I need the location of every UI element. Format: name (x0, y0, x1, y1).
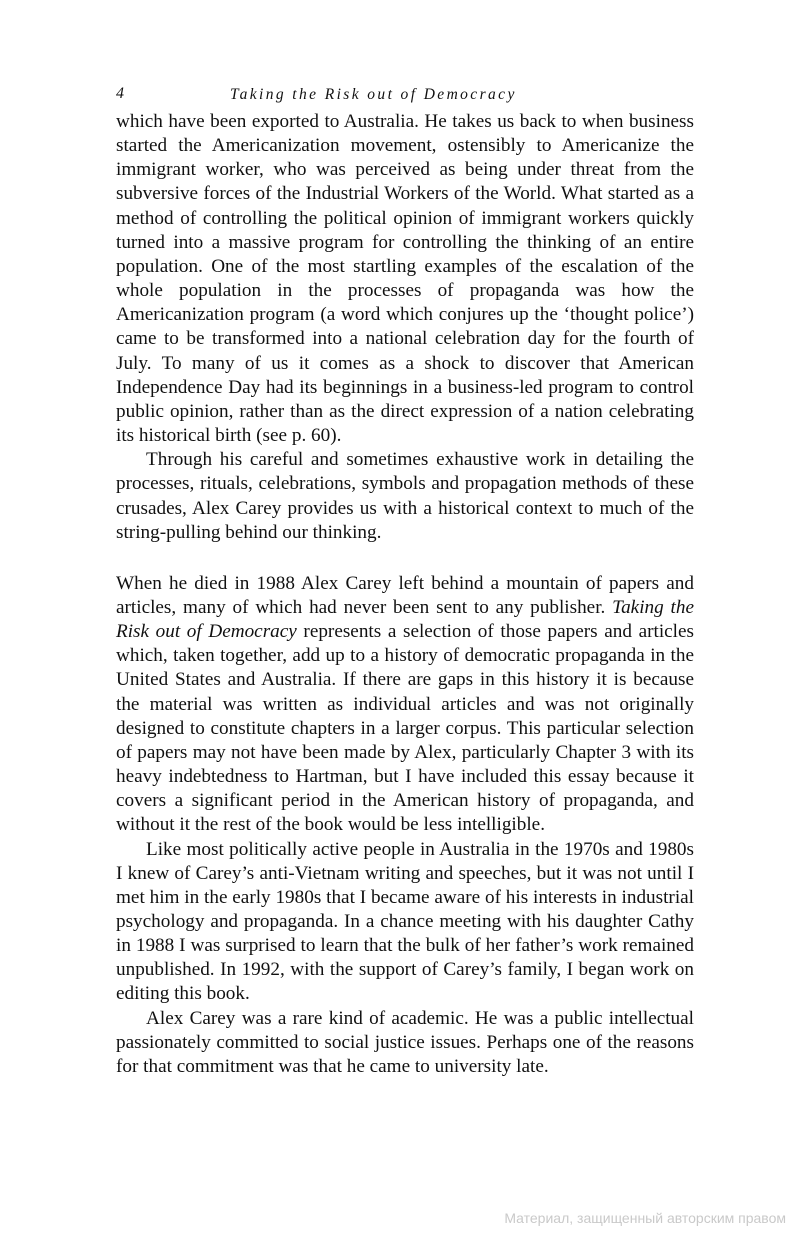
paragraph-3 (116, 572, 694, 838)
paragraph-2: Through his careful and sometimes exhaustive work in detailing the processes, rituals, celebrations, symbols and propagation methods of these crusades, Alex Carey provides us with a historical context to much of the string-pulling behind our thinking. (116, 449, 694, 543)
page-header (116, 82, 694, 110)
paragraph-5: Alex Carey was a rare kind of academic. He was a public intellectual passionately committed to social justice issues. Perhaps one of the reasons for that commitment was that he came to university late. (116, 1007, 694, 1077)
running-title: Taking the Risk out of Democracy (230, 86, 517, 103)
section-break (116, 545, 694, 572)
page-number: 4 (116, 85, 124, 102)
book-page (116, 82, 694, 1079)
paragraph-4: Like most politically active people in Australia in the 1970s and 1980s I knew of Carey’s anti-Vietnam writing and speeches, but it was not until I met him in the early 1980s that I became aware of his interests in industrial psychology and propaganda. In a chance meeting with his daughter Cathy in 1988 I was surprised to learn that the bulk of her father’s work remained unpublished. In 1992, with the support of Carey’s family, I began work on editing this book. (116, 838, 694, 1005)
paragraph-3-text-before: When he died in 1988 Alex Carey left behind a mountain of papers and articles, many of which had never been sent to any publisher. (116, 572, 694, 618)
paragraph-3-text-after: represents a selection of those papers and articles which, taken together, add up to a history of democratic propaganda in the United States and Australia. If there are gaps in this history it is because the material was written as individual articles and was not originally designed to constitute chapters in a larger corpus. This particular selection of papers may not have been made by Alex, particularly Chapter 3 with its heavy indebtedness to Hartman, but I have included this essay because it covers a significant period in the American history of propaganda, and without it the rest of the book would be less intelligible. (116, 621, 694, 836)
copyright-watermark: Материал, защищенный авторским правом (504, 1210, 786, 1226)
paragraph-1: which have been exported to Australia. He takes us back to when business started the Americanization movement, ostensibly to Americanize the immigrant worker, who was perceived as being under threat from the subversive forces of the Industrial Workers of the World. What started as a method of controlling the political opinion of immigrant workers quickly turned into a massive program for controlling the thinking of an entire population. One of the most startling examples of the escalation of the whole population in the processes of propaganda was how the Americanization program (a word which conjures up the ‘thought police’) came to be transformed into a national celebration day for the fourth of July. To many of us it comes as a shock to discover that American Independence Day had its beginnings in a business-led program to control public opinion, rather than as the direct expression of a nation celebrating its historical birth (see p. 60). (116, 111, 694, 447)
book-title-italic: Taking the Risk out of Democracy (116, 596, 694, 643)
body-text (116, 110, 694, 1079)
